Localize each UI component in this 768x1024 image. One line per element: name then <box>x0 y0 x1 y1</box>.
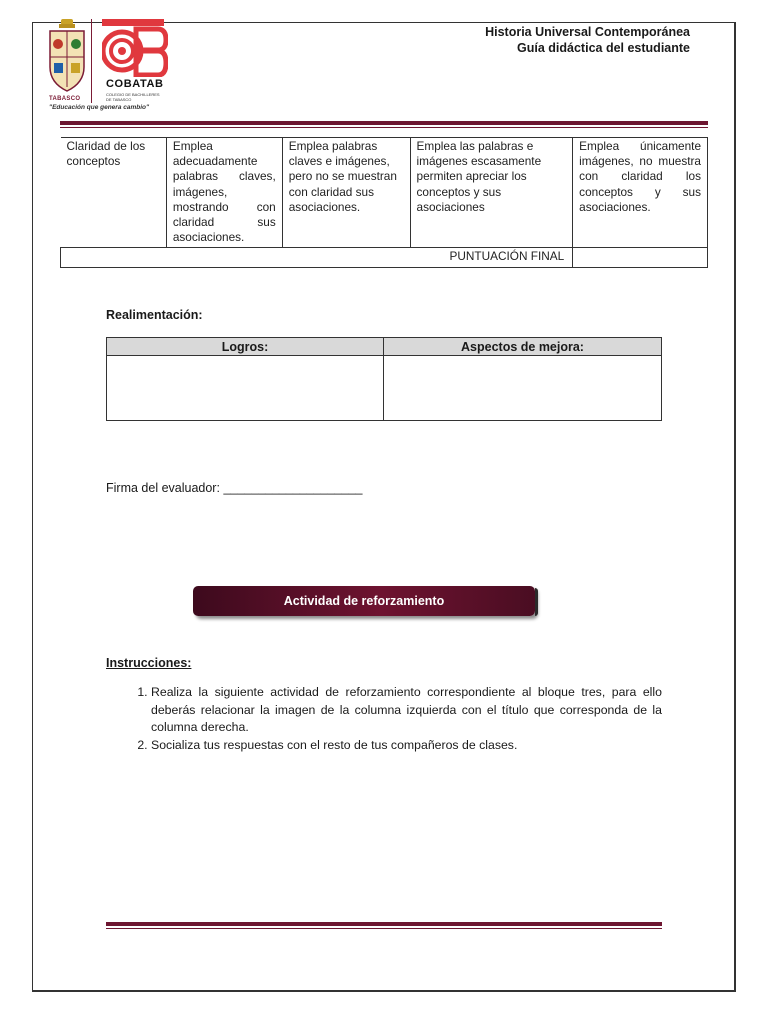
instruction-item-2: 2. Socializa tus respuestas con el resto de tus compañeros de clases. <box>151 737 662 755</box>
instructions-list <box>106 684 662 754</box>
guide-title: Guía didáctica del estudiante <box>517 41 690 55</box>
rubric-final-row <box>61 248 708 267</box>
rubric-level-1: Emplea adecuadamente palabras claves, imágenes, mostrando con claridad sus asociaciones. <box>166 138 282 248</box>
achievements-header: Logros: <box>107 338 384 356</box>
logo-block <box>46 17 206 117</box>
logo-divider <box>91 19 92 103</box>
cobatab-subtitle: COLEGIO DE BACHILLERES DE TABASCO <box>106 92 160 102</box>
signature-line <box>106 481 362 495</box>
instruction-item-1: 1. Realiza la siguiente actividad de reforzamiento correspondiente al bloque tres, para ello deberás relacionar la imagen de la columna izquierda con el título que corresponda de la columna derecha. <box>151 684 662 737</box>
activity-banner <box>193 586 535 616</box>
signature-blank[interactable]: ____________________ <box>223 481 363 495</box>
final-score-cell <box>573 248 708 267</box>
final-score-label: PUNTUACIÓN FINAL <box>61 248 573 267</box>
cobatab-name: COBATAB <box>106 78 164 90</box>
rubric-level-4: Emplea únicamente imágenes, no muestra con claridad los conceptos y sus asociaciones. <box>573 138 708 248</box>
slogan: "Educación que genera cambio" <box>49 104 150 111</box>
banner-edge <box>535 588 538 616</box>
tabasco-coat-of-arms-icon <box>46 17 88 95</box>
cobatab-logo-icon <box>102 19 168 77</box>
course-title: Historia Universal Contemporánea <box>485 25 690 39</box>
rubric-level-3: Emplea las palabras e imágenes escasamente permiten apreciar los conceptos y sus asociaciones <box>410 138 573 248</box>
rubric-level-2: Emplea palabras claves e imágenes, pero no se muestran con claridad sus asociaciones. <box>282 138 410 248</box>
rubric-row <box>61 138 708 248</box>
rubric-criterion: Claridad de los conceptos <box>61 138 167 248</box>
feedback-title: Realimentación: <box>106 308 203 322</box>
feedback-table <box>106 337 662 421</box>
achievements-cell[interactable] <box>107 356 384 421</box>
footer-rule <box>106 922 662 926</box>
instructions-title: Instrucciones: <box>106 656 192 670</box>
header-rule <box>60 121 708 125</box>
signature-label: Firma del evaluador: <box>106 481 220 495</box>
improvements-header: Aspectos de mejora: <box>384 338 662 356</box>
tabasco-label: TABASCO <box>49 96 81 102</box>
banner-title: Actividad de reforzamiento <box>283 594 445 608</box>
rubric-table <box>60 137 708 268</box>
improvements-cell[interactable] <box>384 356 662 421</box>
header-titles <box>485 24 690 56</box>
